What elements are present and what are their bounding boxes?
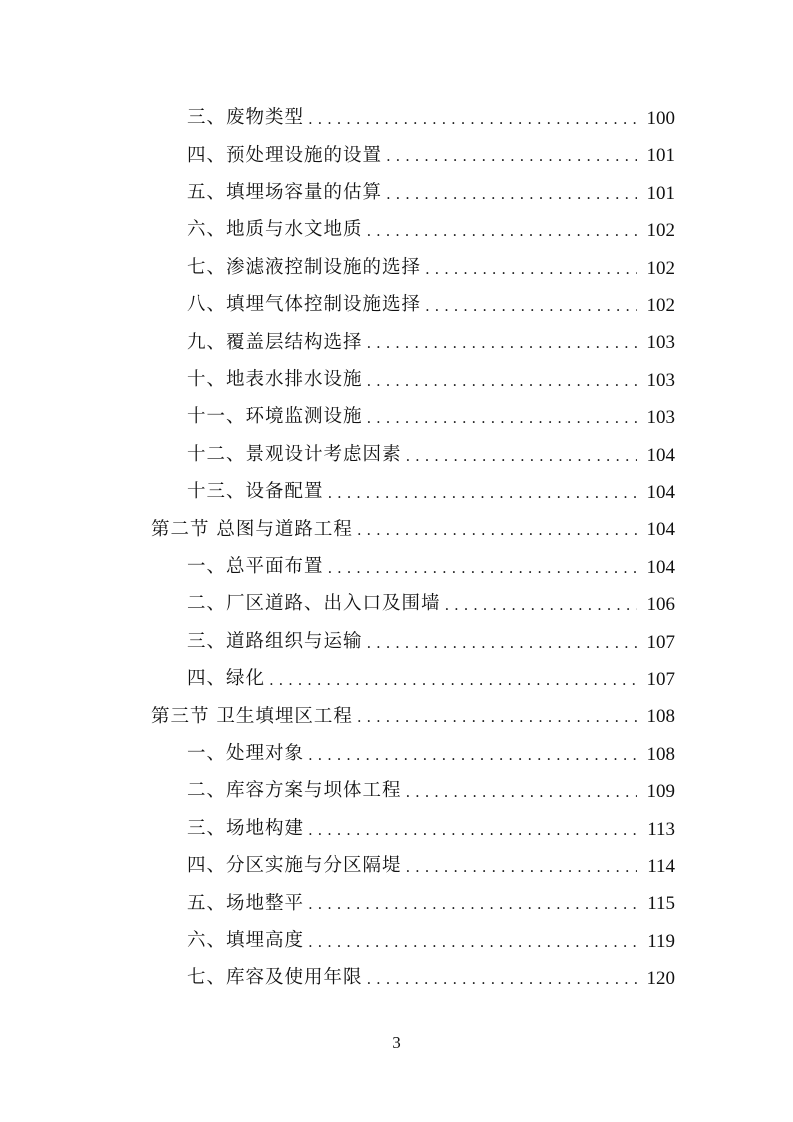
- toc-entry[interactable]: [187, 885, 675, 922]
- toc-entry[interactable]: [187, 586, 675, 623]
- toc-entry-page-number: 104: [646, 556, 675, 578]
- dot-leader: [367, 224, 637, 239]
- dot-leader: [308, 112, 637, 127]
- toc-entry-title: 五、填埋场容量的估算: [187, 182, 383, 204]
- toc-entry-title: 八、填埋气体控制设施选择: [187, 294, 422, 316]
- toc-entry-title: 三、废物类型: [187, 107, 305, 129]
- toc-entry-page-number: 102: [646, 220, 675, 242]
- toc-entry[interactable]: [187, 624, 675, 661]
- toc-entry[interactable]: [187, 212, 675, 249]
- toc-entry-page-number: 108: [646, 706, 675, 728]
- dot-leader: [308, 935, 637, 950]
- toc-entry[interactable]: [187, 399, 675, 436]
- toc-entry-page-number: 114: [647, 856, 675, 877]
- dot-leader: [367, 411, 637, 426]
- toc-entry[interactable]: [187, 250, 675, 287]
- dot-leader: [357, 710, 637, 725]
- dot-leader: [367, 972, 637, 987]
- toc-entry-title: 七、渗滤液控制设施的选择: [187, 256, 422, 278]
- toc-entry-page-number: 104: [646, 519, 675, 541]
- toc-entry-page-number: 120: [646, 968, 675, 990]
- toc-entry-title: 四、分区实施与分区隔堤: [187, 855, 402, 877]
- toc-entry-page-number: 107: [646, 669, 675, 690]
- toc-entry-page-number: 103: [646, 332, 675, 354]
- toc-entry-title: 二、厂区道路、出入口及围墙: [187, 593, 441, 615]
- toc-entry-title: 十一、环境监测设施: [187, 406, 363, 428]
- toc-entry[interactable]: [187, 811, 675, 848]
- toc-entry-title: 四、绿化: [187, 668, 266, 690]
- page-number: 3: [392, 1033, 401, 1052]
- toc-section-entry[interactable]: [151, 698, 675, 735]
- toc-entry-title: 六、地质与水文地质: [187, 219, 363, 241]
- toc-entry-title: 十、地表水排水设施: [187, 369, 363, 391]
- toc-entry-title: 第三节 卫生填埋区工程: [151, 705, 353, 727]
- toc-entry-page-number: 102: [646, 295, 675, 316]
- toc-entry[interactable]: [187, 773, 675, 810]
- dot-leader: [406, 785, 637, 800]
- toc-entry-title: 第二节 总图与道路工程: [151, 518, 353, 540]
- dot-leader: [367, 374, 637, 389]
- toc-entry-title: 三、道路组织与运输: [187, 630, 363, 652]
- toc-entry-title: 五、场地整平: [187, 892, 305, 914]
- toc-entry[interactable]: [187, 736, 675, 773]
- toc-entry-page-number: 107: [646, 631, 675, 653]
- dot-leader: [269, 673, 637, 688]
- toc-entry-page-number: 103: [646, 369, 675, 391]
- toc-entry[interactable]: [187, 474, 675, 511]
- toc-entry-title: 九、覆盖层结构选择: [187, 331, 363, 353]
- dot-leader: [308, 823, 637, 838]
- toc-entry[interactable]: [187, 362, 675, 399]
- dot-leader: [308, 897, 637, 912]
- toc-entry-page-number: 115: [647, 893, 675, 915]
- toc-entry-title: 一、总平面布置: [187, 556, 324, 578]
- dot-leader: [367, 636, 637, 651]
- dot-leader: [425, 299, 637, 314]
- dot-leader: [308, 748, 637, 763]
- toc-entry-page-number: 104: [646, 444, 675, 466]
- toc-entry-page-number: 106: [646, 594, 675, 616]
- toc-entry-title: 十二、景观设计考虑因素: [187, 443, 402, 465]
- dot-leader: [445, 598, 637, 613]
- toc-entry-page-number: 102: [646, 257, 675, 279]
- toc-entry-title: 二、库容方案与坝体工程: [187, 780, 402, 802]
- dot-leader: [367, 336, 637, 351]
- toc-entry-title: 七、库容及使用年限: [187, 967, 363, 989]
- dot-leader: [406, 449, 637, 464]
- toc-entry-page-number: 104: [646, 482, 675, 503]
- toc-entry[interactable]: [187, 175, 675, 212]
- toc-entry-title: 六、填埋高度: [187, 930, 305, 952]
- toc-entry[interactable]: [187, 437, 675, 474]
- toc-entry-page-number: 113: [647, 818, 675, 840]
- dot-leader: [357, 523, 637, 538]
- toc-entry-title: 四、预处理设施的设置: [187, 144, 383, 166]
- toc-entry-page-number: 101: [646, 182, 675, 204]
- toc-entry-page-number: 103: [646, 407, 675, 429]
- dot-leader: [406, 860, 637, 875]
- toc-entry-page-number: 101: [646, 145, 675, 167]
- toc-entry[interactable]: [187, 549, 675, 586]
- toc-entry-page-number: 109: [646, 781, 675, 803]
- dot-leader: [386, 187, 637, 202]
- toc-entry[interactable]: [187, 661, 675, 698]
- toc-entry-page-number: 119: [647, 930, 675, 952]
- toc-entry-title: 一、处理对象: [187, 743, 305, 765]
- toc-entry[interactable]: [187, 923, 675, 960]
- toc-entry[interactable]: [187, 137, 675, 174]
- toc-entry-title: 十三、设备配置: [187, 481, 324, 503]
- toc-entry[interactable]: [187, 287, 675, 324]
- toc-entry[interactable]: [187, 324, 675, 361]
- toc-entry-page-number: 108: [646, 743, 675, 765]
- dot-leader: [386, 149, 637, 164]
- toc-entry[interactable]: [187, 960, 675, 997]
- dot-leader: [425, 262, 637, 277]
- toc-entry-page-number: 100: [646, 108, 675, 129]
- toc-entry-title: 三、场地构建: [187, 817, 305, 839]
- dot-leader: [328, 561, 637, 576]
- toc-section-entry[interactable]: [151, 511, 675, 548]
- toc-entry[interactable]: [187, 848, 675, 885]
- dot-leader: [328, 486, 637, 501]
- toc-entry[interactable]: [187, 100, 675, 137]
